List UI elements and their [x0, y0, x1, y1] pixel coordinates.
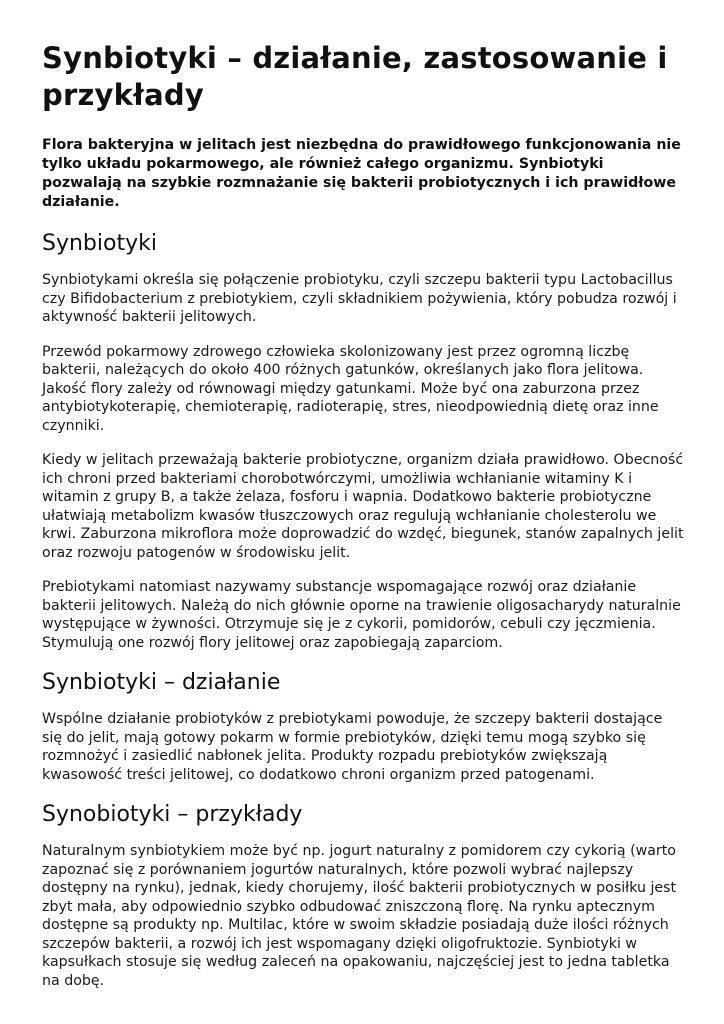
section-synbiotyki	[42, 229, 684, 652]
paragraph: Prebiotykami natomiast nazywamy substancje wspomagające rozwój oraz działanie bakterii jelitowych. Należą do nich głównie oporne na trawienie oligosacharydy naturalnie występujące w żywności. Otrzymuje się je z cykorii, pomidorów, cebuli czy jęczmienia. Stymulują one rozwój flory jelitowej oraz zapobiegają zaparciom.	[42, 579, 681, 651]
section-przyklady	[42, 800, 684, 990]
article-lead: Flora bakteryjna w jelitach jest niezbędna do prawidłowego funkcjonowania nie tylko układu pokarmowego, ale również całego organizmu. Synbiotyki pozwalają na szybkie rozmnażanie się bakterii probiotycznych i ich prawidłowe działanie.	[42, 137, 681, 210]
section-heading: Synbiotyki	[42, 231, 157, 256]
section-dzialanie	[42, 668, 684, 784]
paragraph: Przewód pokarmowy zdrowego człowieka skolonizowany jest przez ogromną liczbę bakterii, należących do około 400 różnych gatunków, określanych jako flora jelitowa. Jakość flory zależy od równowagi między gatunkami. Może być ona zaburzona przez antybiotykoterapię, chemioterapię, radioterapię, stres, nieodpowiednią dietę oraz inne czynniki.	[42, 343, 659, 434]
section-heading: Synbiotyki – działanie	[42, 670, 281, 695]
paragraph: Naturalnym synbiotykiem może być np. jogurt naturalny z pomidorem czy cykorią (warto zapoznać się z porównaniem jogurtów naturalnych, które pozwoli wybrać najlepszy dostępny na rynku), jednak, kiedy chorujemy, ilość bakterii probiotycznych w posiłku jest zbyt mała, aby odpowiednio szybko odbudować zniszczoną florę. Na rynku aptecznym dostępne są produkty np. Multilac, które w swoim składzie posiadają duże ilości różnych szczepów bakterii, a rozwój ich jest wspomagany dzięki oligofruktozie. Synbiotyki w kapsułkach stosuje się według zaleceń na opakowaniu, najczęściej jest to jedna tabletka na dobę.	[42, 843, 677, 989]
section-heading: Synobiotyki – przykłady	[42, 802, 303, 827]
paragraph: Kiedy w jelitach przeważają bakterie probiotyczne, organizm działa prawidłowo. Obecność ich chroni przed bakteriami chorobotwórczymi, umożliwia wchłanianie witaminy K i witamin z grupy B, a także żelaza, fosforu i wapnia. Dodatkowo bakterie probiotyczne ułatwiają metabolizm kwasów tłuszczowych oraz regulują wchłanianie cholesterolu we krwi. Zaburzona mikroflora może doprowadzić do wzdęć, biegunek, stanów zapalnych jelit oraz rozwoju patogenów w środowisku jelit.	[42, 452, 684, 561]
article-title: Synbiotyki – działanie, zastosowanie i przykłady	[42, 41, 668, 112]
paragraph: Wspólne działanie probiotyków z prebiotykami powoduje, że szczepy bakterii dostające się do jelit, mają gotowy pokarm w formie prebiotyków, dzięki temu mogą szybko się rozmnożyć i zasiedlić nabłonek jelita. Produkty rozpadu prebiotyków zwiększają kwasowość treści jelitowej, co dodatkowo chroni organizm przed patogenami.	[42, 711, 663, 783]
paragraph: Synbiotykami określa się połączenie probiotyku, czyli szczepu bakterii typu Lactobacillus czy Bifidobacterium z prebiotykiem, czyli składnikiem pożywienia, który pobudza rozwój i aktywność bakterii jelitowych.	[42, 272, 677, 325]
